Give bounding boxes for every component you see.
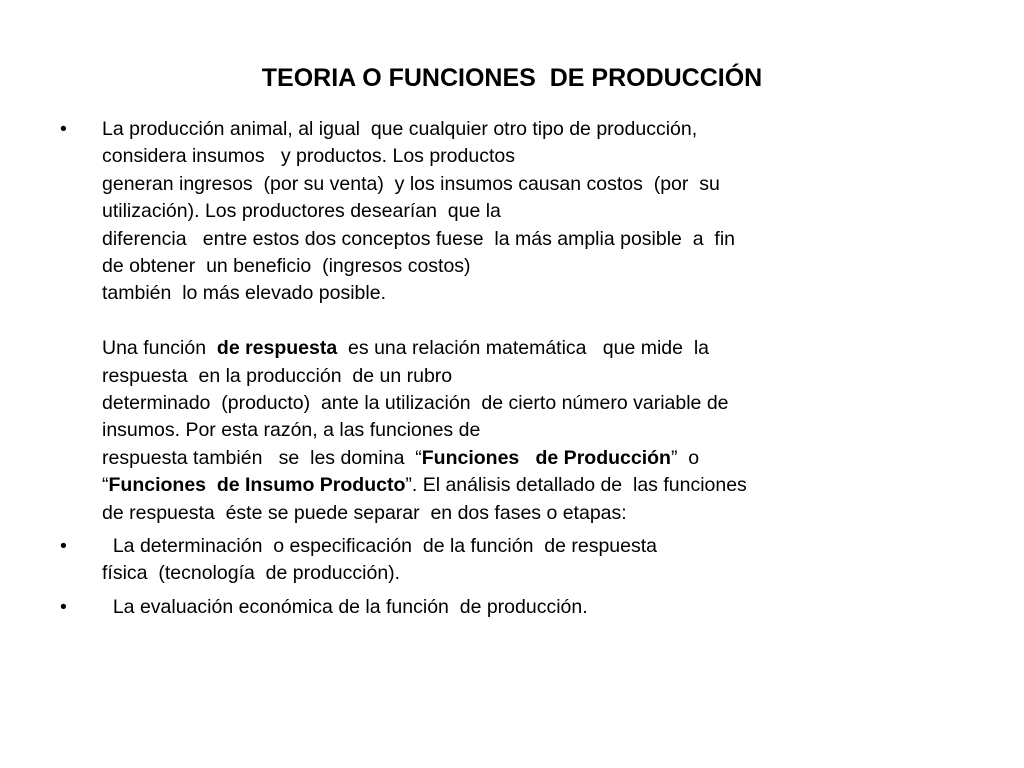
text-line: determinado (producto) ante la utilización de cierto número variable de	[102, 392, 729, 415]
slide-title: TEORIA O FUNCIONES DE PRODUCCIÓN	[261, 64, 763, 92]
text-run: Una función	[102, 337, 217, 360]
text-line: insumos. Por esta razón, a las funciones de	[102, 419, 481, 442]
text-line	[102, 335, 960, 362]
bold-term: Funciones de Producción	[421, 446, 671, 469]
text-run: “	[102, 474, 109, 497]
bullet-dot-icon: •	[60, 595, 67, 618]
text-line: de obtener un beneficio (ingresos costos)	[102, 255, 471, 278]
text-line: diferencia entre estos dos conceptos fuese la más amplia posible a fin	[102, 227, 736, 250]
text-line: respuesta en la producción de un rubro	[102, 364, 453, 387]
text-line: La determinación o especificación de la función de respuesta	[102, 535, 658, 558]
text-line	[102, 445, 960, 472]
text-line: La evaluación económica de la función de producción.	[102, 595, 588, 618]
bullet-dot-icon: •	[60, 118, 67, 140]
text-line: física (tecnología de producción).	[102, 562, 401, 585]
text-run: es una relación matemática que mide la	[337, 337, 709, 360]
text-line: utilización). Los productores desearían que la	[102, 200, 501, 223]
paragraph-spacer	[102, 308, 960, 335]
text-line: La producción animal, al igual que cualquier otro tipo de producción,	[102, 118, 698, 140]
text-line: de respuesta éste se puede separar en dos fases o etapas:	[102, 501, 627, 524]
slide-content	[60, 116, 960, 621]
bold-term: de respuesta	[216, 337, 338, 360]
text-line: generan ingresos (por su venta) y los insumos causan costos (por su	[102, 172, 720, 195]
bullet-dot-icon: •	[60, 535, 67, 558]
text-line	[102, 472, 960, 499]
text-run: ” o	[670, 446, 700, 469]
text-run: ”. El análisis detallado de las funciones	[405, 474, 747, 497]
bullet-item	[60, 533, 960, 588]
bullet-item	[60, 116, 960, 527]
text-line: considera insumos y productos. Los productos	[102, 145, 515, 168]
text-run: respuesta también se les domina “	[102, 446, 422, 469]
bullet-item	[60, 594, 960, 621]
text-line: también lo más elevado posible.	[102, 282, 386, 305]
bold-term: Funciones de Insumo Producto	[108, 474, 406, 497]
